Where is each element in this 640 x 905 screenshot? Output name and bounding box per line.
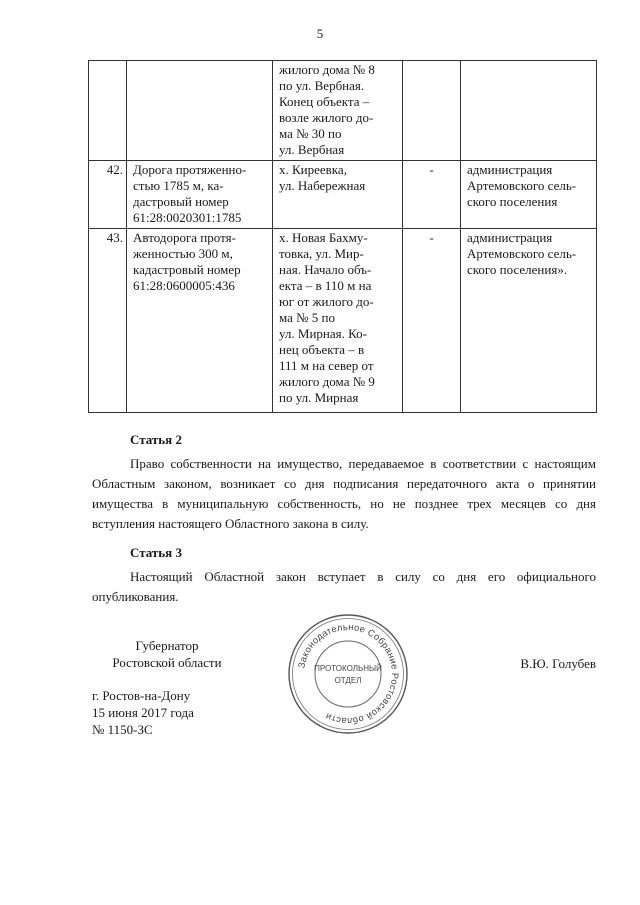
object-value: - [403, 161, 461, 229]
signatory-position [92, 637, 242, 671]
object-location: х. Новая Бахму- товка, ул. Мир- ная. Начало объ- екта – в 110 м на юг от жилого до- ма № 5 по ул. Мирная. Ко- нец объекта – в 111 м на север от жилого дома № 9 по ул. Мирная [273, 229, 403, 413]
page-number: 5 [316, 26, 324, 41]
position-line-2: Ростовской области [112, 655, 222, 670]
object-recipient: администрация Артемовского сель- ского поселения». [461, 229, 597, 413]
row-number: 43. [89, 229, 127, 413]
article-2-heading: Статья 2 [130, 432, 182, 447]
date-of-signing: 15 июня 2017 года [92, 705, 194, 720]
law-number: № 1150-ЗС [92, 722, 153, 737]
article-3 [92, 543, 596, 607]
object-name: Автодорога протя- женностью 300 м, кадастровый номер 61:28:0600005:436 [127, 229, 273, 413]
property-table [88, 60, 597, 413]
place-of-signing: г. Ростов-на-Дону [92, 688, 191, 703]
object-name: Дорога протяженно- стью 1785 м, ка- дастровый номер 61:28:0020301:1785 [127, 161, 273, 229]
article-2 [92, 430, 596, 534]
official-seal [286, 612, 410, 736]
row-number [89, 61, 127, 161]
seal-ring-text: Законодательное Собрание Ростовской области [296, 621, 401, 727]
object-value: - [403, 229, 461, 413]
object-value [403, 61, 461, 161]
object-recipient: администрация Артемовского сель- ского поселения [461, 161, 597, 229]
seal-center-line-2: ОТДЕЛ [334, 676, 362, 685]
object-location: жилого дома № 8 по ул. Вербная. Конец объекта – возле жилого до- ма № 30 по ул. Вербная [273, 61, 403, 161]
object-name [127, 61, 273, 161]
row-number: 42. [89, 161, 127, 229]
article-3-heading: Статья 3 [130, 545, 182, 560]
object-recipient [461, 61, 597, 161]
table-row [89, 229, 597, 413]
table-row [89, 61, 597, 161]
position-line-1: Губернатор [135, 638, 199, 653]
table-row [89, 161, 597, 229]
document-footer [92, 687, 194, 738]
article-2-text: Право собственности на имущество, передаваемое в соответствии с настоящим Областным законом, возникает со дня подписания передаточного акта о принятии имущества в муниципальную собственность, но не позднее трех месяцев со дня вступления настоящего Областного закона в силу. [92, 456, 596, 531]
object-location: х. Киреевка, ул. Набережная [273, 161, 403, 229]
seal-center-line-1: ПРОТОКОЛЬНЫЙ [314, 664, 382, 673]
signatory-name: В.Ю. Голубев [520, 656, 596, 671]
article-3-text: Настоящий Областной закон вступает в силу со дня его официального опубликования. [92, 569, 596, 604]
